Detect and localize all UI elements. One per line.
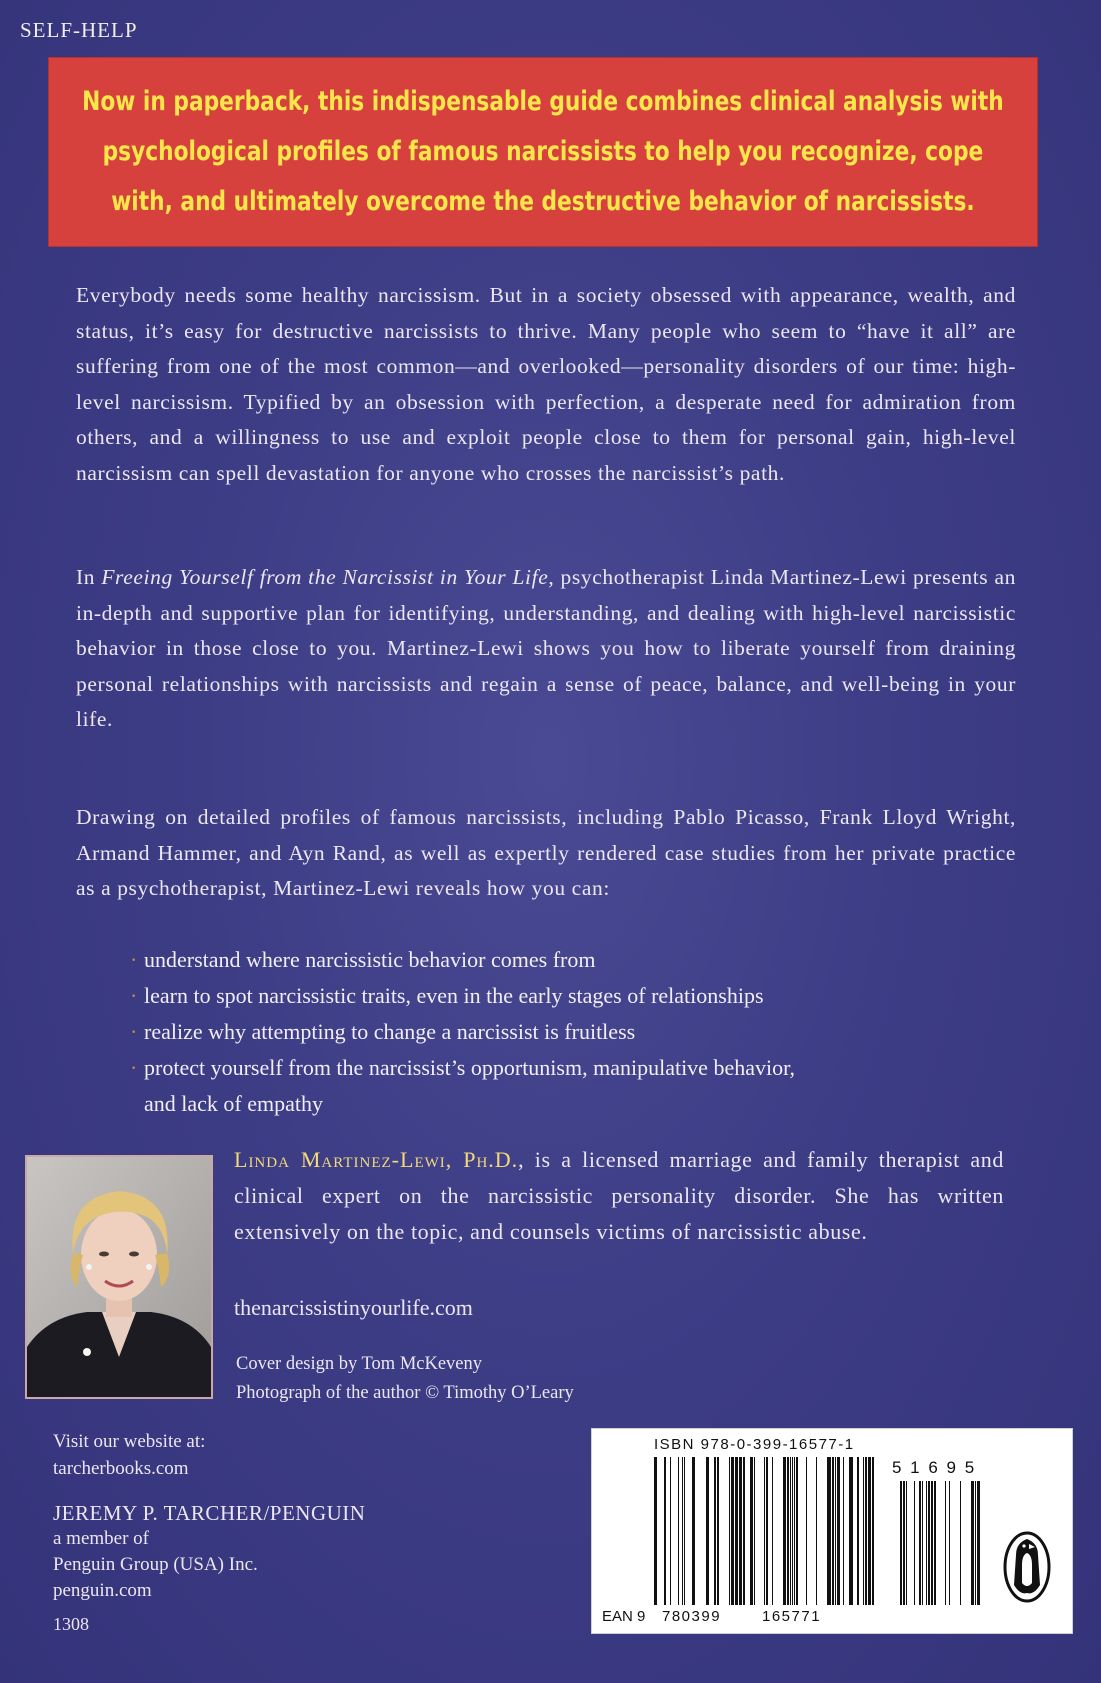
- tagline-line: Now in paperback, this indispensable guide combines clinical analysis with: [82, 86, 1004, 117]
- barcode-bar: [906, 1481, 907, 1605]
- barcode-bar: [928, 1481, 930, 1605]
- barcode-bar: [914, 1481, 915, 1605]
- list-item-text: realize why attempting to change a narcissist is fruitless: [144, 1019, 636, 1044]
- barcode-bar: [849, 1457, 853, 1605]
- barcode-bar: [792, 1457, 793, 1605]
- barcode-bar: [900, 1481, 902, 1605]
- barcode-bar: [654, 1457, 657, 1605]
- barcode-bar: [796, 1457, 798, 1605]
- list-item: [130, 1014, 1010, 1050]
- ean-label: EAN 9: [602, 1608, 646, 1625]
- author-bio-text: , is a licensed marriage and family therapist and clinical expert on the narcissistic personality disorder. She has written extensively on the topic, and counsels victims of narcissistic abuse.: [234, 1147, 1004, 1244]
- book-title: Freeing Yourself from the Narcissist in Your Life: [101, 565, 549, 589]
- bullet-marker: ·: [130, 1055, 138, 1080]
- photo-credit: Photograph of the author © Timothy O’Leary: [236, 1383, 574, 1403]
- publisher-url: penguin.com: [53, 1580, 152, 1601]
- barcode-bar: [922, 1481, 923, 1605]
- barcode-bar: [790, 1457, 791, 1605]
- barcode-bar: [772, 1457, 773, 1605]
- list-item: [130, 978, 1010, 1014]
- barcode-bar: [743, 1457, 745, 1605]
- publisher-website-block: [53, 1428, 205, 1482]
- barcode-bar: [717, 1457, 719, 1605]
- barcode-bar: [843, 1457, 844, 1605]
- description-paragraph-3: [76, 800, 1016, 907]
- barcode-graphic: [592, 1429, 1072, 1633]
- barcode-bar: [706, 1457, 709, 1605]
- ean-digits-right: 165771: [762, 1608, 822, 1625]
- list-item-text: and lack of empathy: [144, 1091, 323, 1116]
- barcode-bar: [949, 1481, 950, 1605]
- credits: [236, 1350, 574, 1408]
- list-item-text: understand where narcissistic behavior comes from: [144, 947, 596, 972]
- barcode-bar: [975, 1481, 976, 1605]
- publisher-imprint-block: [53, 1500, 365, 1604]
- barcode-bar: [766, 1457, 768, 1605]
- barcode-bar: [684, 1457, 685, 1605]
- imprint-name: JEREMY P. TARCHER/PENGUIN: [53, 1501, 366, 1525]
- barcode-bar: [857, 1457, 859, 1605]
- list-item-text: protect yourself from the narcissist’s opportunism, manipulative behavior,: [144, 1055, 796, 1080]
- barcode-bar: [735, 1457, 738, 1605]
- barcode-bar: [945, 1481, 946, 1605]
- category-label: SELF-HELP: [20, 18, 138, 42]
- barcode-bar: [764, 1457, 765, 1605]
- barcode-bar: [903, 1481, 905, 1605]
- barcode-bar: [794, 1457, 795, 1605]
- bullet-marker: ·: [130, 1019, 138, 1044]
- tagline-text: [82, 77, 1004, 227]
- barcode-bar: [783, 1457, 786, 1605]
- barcode-bar: [806, 1457, 807, 1605]
- barcode-bar: [750, 1457, 753, 1605]
- ean-barcode-bars: [654, 1457, 874, 1605]
- barcode-bar: [931, 1481, 933, 1605]
- barcode-bar: [827, 1457, 831, 1605]
- barcode-bar: [692, 1457, 695, 1605]
- visit-label: Visit our website at:: [53, 1431, 206, 1452]
- paragraph-text: Drawing on detailed profiles of famous narcissists, including Pablo Picasso, Frank Lloyd Wright, Armand Hammer, and Ayn Rand, as well as expertly rendered case studies from her private practice as a psychotherapist, Martinez-Lewi reveals how you can:: [76, 805, 1016, 900]
- member-line: a member of: [53, 1528, 150, 1549]
- price-code-text: 5 1 6 9 5: [892, 1458, 977, 1477]
- barcode-panel: [591, 1428, 1073, 1634]
- list-item-text: learn to spot narcissistic traits, even in the early stages of relationships: [144, 983, 764, 1008]
- penguin-logo-icon: [1005, 1533, 1049, 1601]
- barcode-bar: [835, 1457, 836, 1605]
- author-portrait-image: [27, 1157, 211, 1397]
- list-item: [130, 1050, 1010, 1086]
- ean-digits-left: 780399: [662, 1608, 722, 1625]
- barcode-bar: [754, 1457, 755, 1605]
- benefits-list: [130, 942, 1010, 1122]
- barcode-bar: [919, 1481, 921, 1605]
- barcode-bar: [837, 1457, 840, 1605]
- barcode-bar: [682, 1457, 683, 1605]
- list-item: [130, 942, 1010, 978]
- paragraph-lead: In: [76, 565, 102, 589]
- barcode-bar: [739, 1457, 742, 1605]
- list-item-continuation: [130, 1086, 1010, 1122]
- barcode-bar: [872, 1457, 874, 1605]
- barcode-bar: [863, 1457, 864, 1605]
- description-paragraph-2: [76, 560, 1016, 738]
- cover-credit: Cover design by Tom McKeveny: [236, 1354, 483, 1374]
- barcode-bar: [678, 1457, 679, 1605]
- paragraph-text: [76, 560, 1016, 738]
- publisher-group: Penguin Group (USA) Inc.: [53, 1554, 258, 1575]
- barcode-bar: [731, 1457, 734, 1605]
- barcode-bar: [926, 1481, 927, 1605]
- tagline-line: psychological profiles of famous narcissists to help you recognize, cope: [102, 136, 984, 167]
- barcode-bar: [664, 1457, 666, 1605]
- print-code: 1308: [53, 1614, 89, 1634]
- bullet-marker: ·: [130, 983, 138, 1008]
- barcode-bar: [977, 1481, 980, 1605]
- barcode-bar: [960, 1481, 961, 1605]
- tagline-banner: [48, 57, 1038, 247]
- barcode-bar: [868, 1457, 871, 1605]
- barcode-bar: [729, 1457, 730, 1605]
- author-photo: [25, 1155, 213, 1399]
- barcode-bar: [787, 1457, 789, 1605]
- isbn-text: ISBN 978-0-399-16577-1: [654, 1436, 855, 1453]
- author-website: thenarcissistinyourlife.com: [234, 1295, 473, 1320]
- barcode-bar: [865, 1457, 867, 1605]
- barcode-bar: [832, 1457, 834, 1605]
- barcode-bar: [816, 1457, 817, 1605]
- tagline-line: with, and ultimately overcome the destructive behavior of narcissists.: [111, 186, 975, 217]
- author-bio: [234, 1142, 1004, 1250]
- barcode-bar: [971, 1481, 974, 1605]
- price-barcode-bars: [900, 1481, 980, 1605]
- barcode-bar: [934, 1481, 936, 1605]
- description-paragraph-1: [76, 278, 1016, 491]
- paragraph-rest: , psychotherapist Linda Martinez-Lewi presents an in-depth and supportive plan for identifying, understanding, and dealing with high-level narcissistic behavior in those close to you. Martinez-Lewi shows you how to liberate yourself from draining personal relationships with narcissists and regain a sense of peace, balance, and well-being in your life.: [76, 565, 1016, 731]
- paragraph-text: Everybody needs some healthy narcissism. But in a society obsessed with appearance, wealth, and status, it’s easy for destructive narcissists to thrive. Many people who seem to “have it all” are suffering from one of the most common—and overlooked—personality disorders of our time: high-level narcissism. Typified by an obsession with perfection, a desperate need for admiration from others, and a willingness to use and exploit people close to them for personal gain, high-level narcissism can spell devastation for anyone who crosses the narcissist’s path.: [76, 283, 1016, 485]
- barcode-bar: [714, 1457, 716, 1605]
- author-name: Linda Martinez-Lewi, Ph.D.: [234, 1147, 519, 1172]
- bullet-marker: ·: [130, 947, 138, 972]
- visit-url: tarcherbooks.com: [53, 1458, 189, 1479]
- barcode-bar: [670, 1457, 671, 1605]
